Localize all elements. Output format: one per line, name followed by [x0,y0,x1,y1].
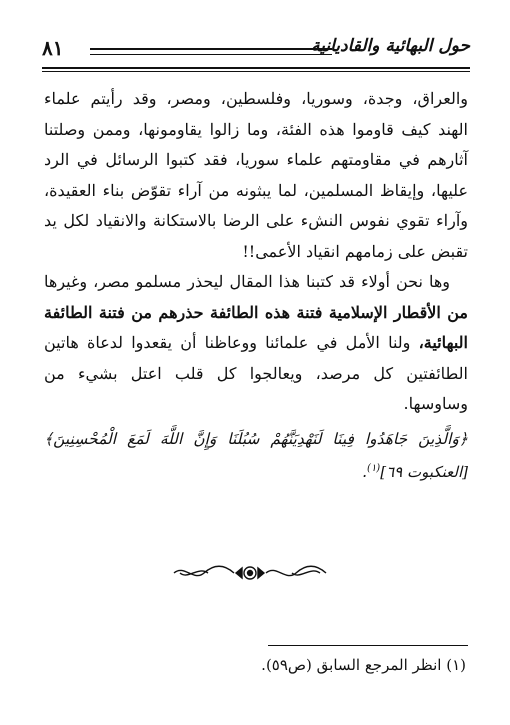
verse-text: ﴿وَالَّذِينَ جَاهَدُوا فِينَا لَنَهْدِيَنَّهُمْ سُبُلَنَا وَإِنَّ اللَّهَ لَمَعَ الْمُحْسِنِينَ﴾ [44,429,468,448]
header-rule [42,67,470,69]
running-title: حول البهائية والقاديانية [311,36,470,56]
verse-end: . [362,463,368,482]
page-header [42,30,470,76]
paragraph-1: والعراق، وجدة، وسوريا، وفلسطين، ومصر، وقد رأيتم علماء الهند كيف قاوموا هذه الفئة، وما زالوا يقاومونها، وممن وصلتنا آثارهم في مقاومتهم علماء سوريا، فقد كتبوا الرسائل في الرد عليها، وإيقاظ المسلمين، لما يبثونه من آراء تقوّض بناء العقيدة، وآراء تقوي نفوس النشء على الرضا بالاستكانة والانقياد لكل يد تقبض على زمامهم انقياد الأعمى!! [44,89,468,261]
body-text [44,84,468,488]
verse-reference: [العنكبوت ٦٩] [380,463,468,482]
footnote-marker: (١) [367,463,381,474]
footnote: (١) انظر المرجع السابق (ص٥٩). [261,656,466,674]
paragraph-2-bold: من الأقطار الإسلامية فتنة هذه الطائفة حذرهم من فتنة الطائفة البهائية، [44,302,468,352]
header-leader-line [90,48,332,55]
paragraph-2-start: وها نحن أولاء قد كتبنا هذا المقال ليحذر مسلمو مصر، وغيرها [44,272,450,291]
paragraph-2 [44,267,468,420]
footnote-separator [268,645,468,646]
header-rule-thin [42,71,470,72]
page-number: ٨١ [42,36,64,60]
quran-verse [44,424,468,488]
paragraph-2-end: ولنا الأمل في علمائنا ووعاظنا أن يقعدوا لدعاة هاتين الطائفتين كل مرصد، ويعالجوا كل قلب اعتل بشيء من وساوسها. [44,333,468,413]
ornament-divider [170,562,330,584]
